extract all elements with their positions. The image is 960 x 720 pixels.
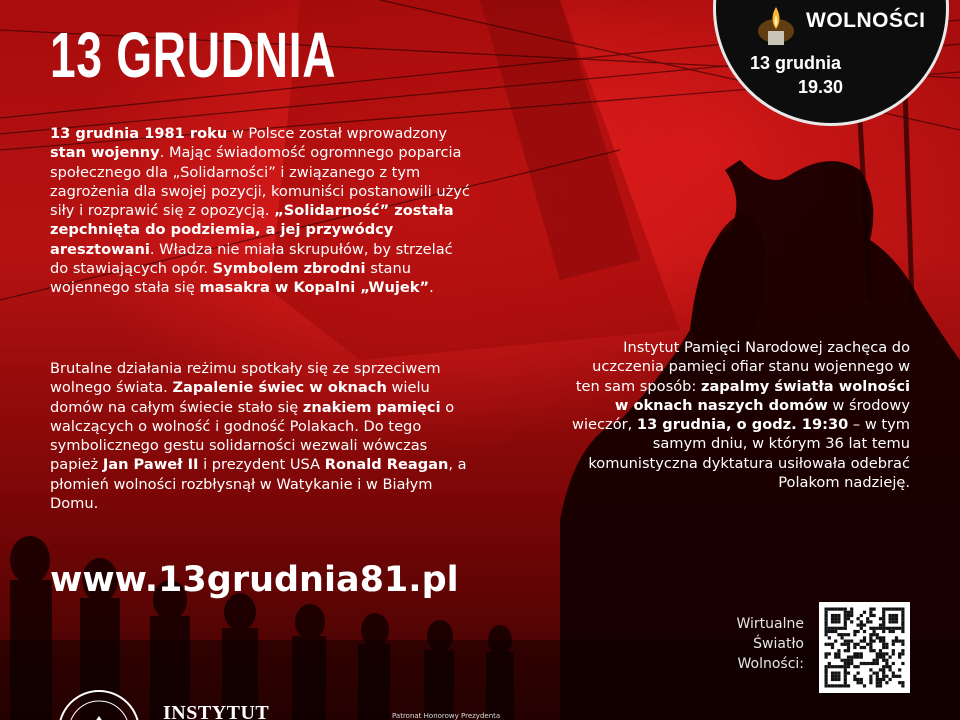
bold-text: Jan Paweł II — [102, 456, 199, 474]
qr-label-line: Wolności: — [737, 656, 804, 672]
text-run: Instytut Pamięci Narodowej zachęca do uczczenia pamięci ofiar stanu wojennego w ten sam sposób: — [575, 339, 910, 395]
badge-time: 19.30 — [798, 77, 844, 97]
text-run: o walczących o wolność i godność Polakach. Do tego symbolicznego gestu solidarności wezwali wówczas papież — [50, 398, 455, 474]
qr-label-line: Światło — [753, 636, 804, 652]
text-run: . Mając świadomość ogromnego poparcia społecznego dla „Solidarności” i związanego z tym zagrożenia dla swojej pozycji, komuniści postanowili użyć siły i rozprawić się z opozycją. — [50, 144, 470, 220]
qr-label-line: Wirtualne — [736, 616, 804, 632]
text-run: . — [429, 279, 434, 297]
qr-label — [708, 614, 804, 674]
website-link[interactable]: www.13grudnia81.pl — [50, 560, 459, 600]
bold-text: zapalmy światła wolności w oknach naszych domów — [614, 377, 910, 414]
bold-text: Ronald Reagan — [324, 456, 449, 474]
text-run: wielu domów na całym świecie stało się — [50, 379, 430, 416]
text-run: – w tym samym dniu, w którym 36 lat temu komunistyczna dyktatura usiłowała odebrać Polakom nadzieję. — [588, 416, 910, 492]
text-run: . Władza nie miała skrupułów, by strzelać do stawiających opór. — [50, 240, 453, 278]
ipn-seal-logo — [54, 686, 144, 720]
text-run: i prezydent USA — [198, 456, 325, 474]
appeal-paragraph — [570, 338, 910, 492]
text-run: w Polsce został wprowadzony — [227, 125, 448, 142]
solidarity-paragraph — [50, 359, 470, 513]
badge-word: WOLNOŚCI — [806, 9, 926, 32]
qr-code[interactable] — [819, 602, 910, 693]
text-run: w środowy wieczór, — [572, 396, 910, 434]
footer-text: Patronat Honorowy Prezydenta — [392, 712, 501, 720]
bold-text: 13 grudnia, o godz. 19:30 — [636, 416, 849, 434]
logo-text: INSTYTUT — [163, 702, 270, 720]
page-title: 13 GRUDNIA — [50, 19, 337, 91]
candle-icon — [756, 1, 796, 45]
bold-text: Zapalenie świec w oknach — [172, 379, 387, 397]
text-run: stanu wojennego stała się — [50, 260, 411, 297]
text-run: Brutalne działania reżimu spotkały się ze sprzeciwem wolnego świata. — [50, 360, 441, 397]
bold-text: stan wojenny — [50, 144, 160, 162]
bold-text: 13 grudnia 1981 roku — [50, 125, 228, 142]
bold-text: Symbolem zbrodni — [212, 260, 366, 278]
bold-text: „Solidarność” została zepchnięta do podziemia, a jej przywódcy aresztowani — [50, 202, 454, 258]
intro-paragraph — [50, 124, 470, 298]
bold-text: masakra w Kopalni „Wujek” — [199, 279, 430, 297]
bold-text: znakiem pamięci — [302, 398, 441, 416]
text-run: , a płomień wolności rozbłysnął w Watykanie i w Białym Domu. — [50, 456, 467, 513]
badge-date: 13 grudnia — [750, 53, 842, 73]
